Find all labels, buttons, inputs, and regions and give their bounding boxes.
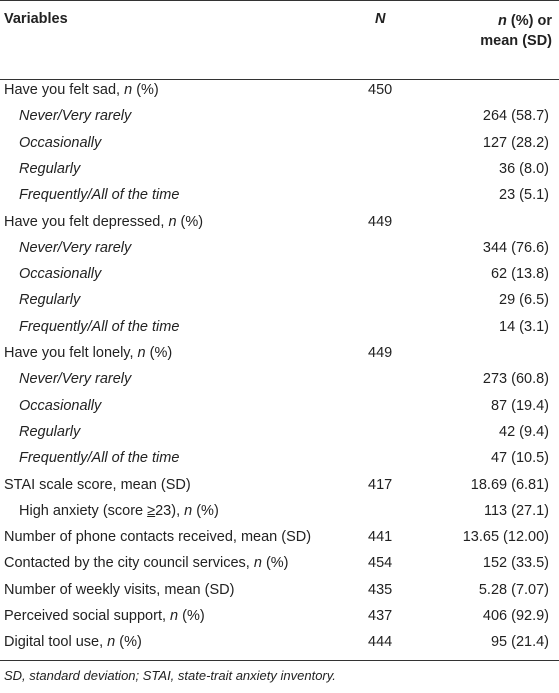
row-label: Frequently/All of the time [19,450,180,467]
row-label: Have you felt lonely, n (%) [4,345,173,361]
header-n: N [375,11,386,27]
row-value: 406 (92.9) [482,608,549,624]
table-row [0,77,559,103]
table-row [0,393,559,419]
row-n: 437 [368,608,393,624]
table-row [0,419,559,445]
row-label: Occasionally [19,266,102,283]
row-label: Have you felt depressed, n (%) [4,213,204,230]
row-label: STAI scale score, mean (SD) [4,476,191,493]
header-value-n: n [498,13,507,29]
table-row [0,209,559,235]
row-label: Perceived social support, n (%) [4,608,205,624]
row-value: 13.65 (12.00) [462,529,549,546]
row-value: 113 (27.1) [483,502,549,519]
table-row [0,524,559,550]
table-row [0,156,559,182]
row-value: 127 (28.2) [482,134,549,151]
row-value: 18.69 (6.81) [470,476,549,493]
row-label: Regularly [19,292,81,309]
row-label: Digital tool use, n (%) [4,634,142,651]
table-row [0,235,559,261]
row-value: 95 (21.4) [490,634,549,651]
row-label: Regularly [19,160,81,177]
row-label: Never/Very rarely [19,239,132,256]
table-row [0,261,559,287]
table-row [0,314,559,340]
header-value-mean: mean (SD) [480,33,552,49]
header-value [480,11,552,51]
row-value: 36 (8.0) [499,160,549,177]
row-label: Never/Very rarely [19,108,132,125]
table-row [0,577,559,603]
row-value: 264 (58.7) [482,108,549,125]
table-row [0,287,559,313]
row-n: 449 [368,213,393,230]
table-bottom-rule [0,660,559,661]
row-n: 454 [368,555,393,572]
row-value: 14 (3.1) [499,318,549,335]
table-row [0,103,559,129]
row-label: Number of phone contacts received, mean (SD) [4,529,312,546]
row-value: 87 (19.4) [490,397,549,414]
row-value: 273 (60.8) [482,371,549,388]
table-row [0,182,559,208]
table-row [0,550,559,576]
table-row [0,130,559,156]
row-label: Occasionally [19,134,102,151]
header-value-pct: (%) or [506,13,552,29]
row-value: 42 (9.4) [499,423,549,440]
row-n: 417 [368,476,393,493]
row-n: 435 [368,581,393,598]
table-footnote: SD, standard deviation; STAI, state-trait anxiety inventory. [4,668,336,683]
row-value: 5.28 (7.07) [478,581,549,598]
table-row [0,445,559,471]
table-row [0,498,559,524]
row-value: 344 (76.6) [482,239,549,256]
row-value: 62 (13.8) [490,266,549,283]
row-label: Contacted by the city council services, n (%) [4,555,289,572]
row-label: Frequently/All of the time [19,318,180,335]
row-label: Never/Very rarely [19,371,132,388]
row-n: 449 [368,345,393,361]
row-label: High anxiety (score ≥23), n (%) [19,502,219,519]
row-label: Frequently/All of the time [19,187,180,204]
row-n: 441 [368,529,393,546]
table-row [0,629,559,655]
row-label: Number of weekly visits, mean (SD) [4,581,235,598]
table-header [0,0,559,80]
row-label: Have you felt sad, n (%) [4,82,159,98]
table-row [0,472,559,498]
row-label: Occasionally [19,397,102,414]
row-value: 152 (33.5) [482,555,549,572]
table-row [0,366,559,392]
row-n: 450 [368,82,393,98]
header-variables: Variables [4,11,68,27]
table-row [0,603,559,629]
row-value: 47 (10.5) [490,450,549,467]
row-value: 23 (5.1) [499,187,549,204]
row-label: Regularly [19,423,81,440]
row-value: 29 (6.5) [499,292,549,309]
table-row [0,340,559,366]
row-n: 444 [368,634,393,651]
